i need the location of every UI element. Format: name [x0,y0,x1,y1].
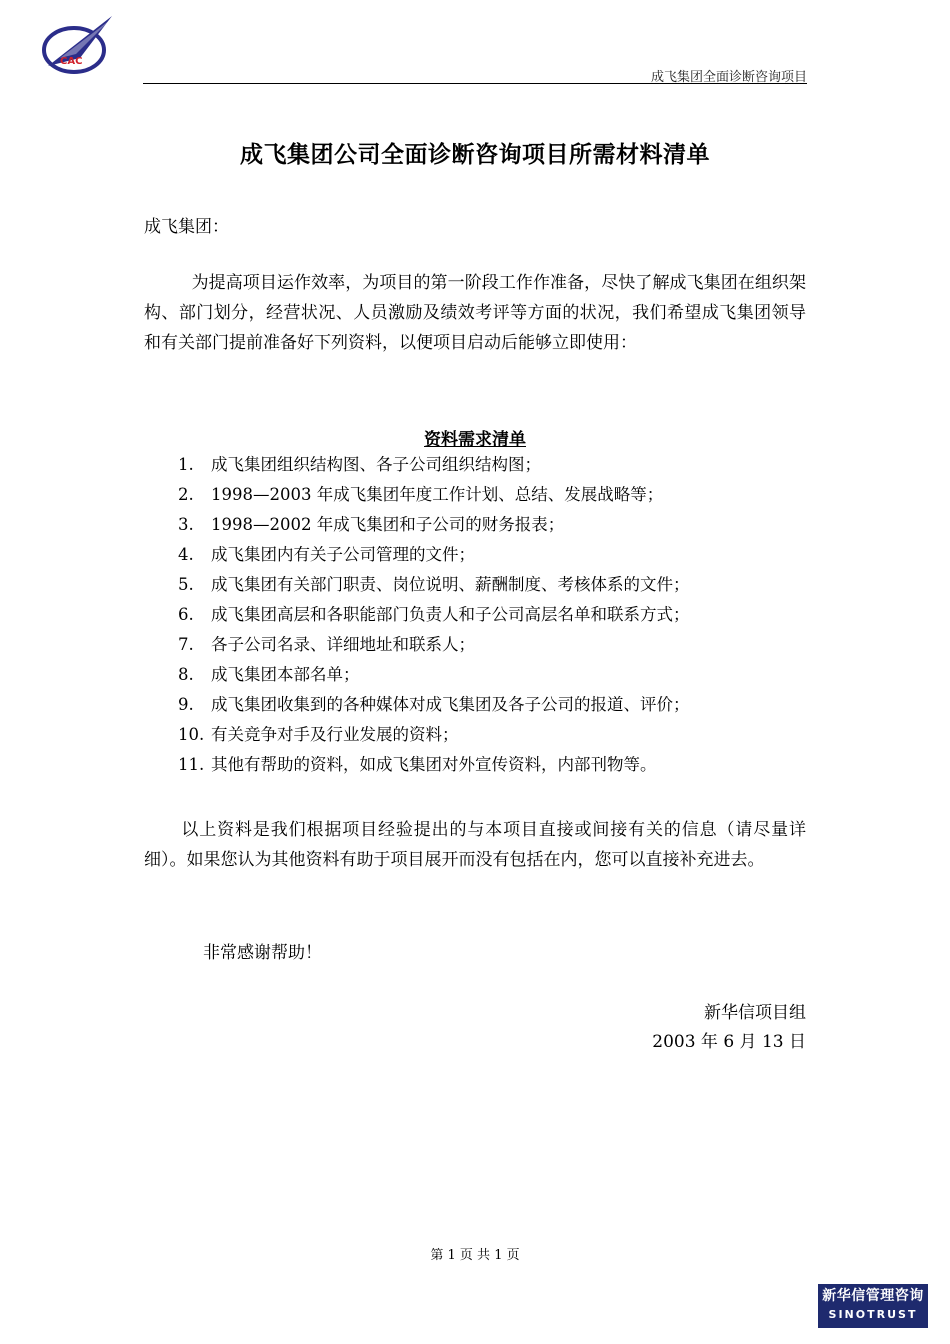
list-item [178,600,690,630]
date: 2003 年 6 月 13 日 [652,1032,806,1052]
list-item-number: 6. [178,605,194,624]
list-item-text: 成飞集团高层和各职能部门负责人和子公司高层名单和联系方式； [211,605,690,624]
materials-list [178,450,690,780]
list-item [178,630,690,660]
list-item-text: 成飞集团内有关子公司管理的文件； [211,545,475,564]
logo-text: CAC [60,56,83,67]
list-item-number: 2. [178,485,194,504]
list-item [178,480,690,510]
running-header: 成飞集团全面诊断咨询项目 [650,70,807,85]
brand-name-en: SINOTRUST [828,1308,918,1321]
list-item-number: 3. [178,515,194,534]
list-item [178,720,690,750]
page-footer: 第 1 页 共 1 页 [430,1248,520,1263]
list-item-text: 1998—2002 年成飞集团和子公司的财务报表； [211,515,565,534]
list-item-text: 成飞集团收集到的各种媒体对成飞集团及各子公司的报道、评价； [211,695,690,714]
list-title: 资料需求清单 [424,430,526,450]
list-item [178,660,690,690]
list-item [178,570,690,600]
list-item-number: 9. [178,695,194,714]
list-item-number: 8. [178,665,194,684]
thanks-line: 非常感谢帮助！ [203,943,322,963]
list-item [178,540,690,570]
salutation: 成飞集团： [144,217,229,237]
list-item-text: 1998—2003 年成飞集团年度工作计划、总结、发展战略等； [211,485,664,504]
list-item-text: 各子公司名录、详细地址和联系人； [211,635,475,654]
intro-paragraph: 为提高项目运作效率，为项目的第一阶段工作作准备，尽快了解成飞集团在组织架构、部门划分，经营状况、人员激励及绩效考评等方面的状况，我们希望成飞集团领导和有关部门提前准备好下列资料，以便项目启动后能够立即使用： [144,273,806,353]
list-item-text: 成飞集团本部名单； [211,665,360,684]
list-item-number: 11. [178,755,205,774]
closing-paragraph: 以上资料是我们根据项目经验提出的与本项目直接或间接有关的信息（请尽量详细）。如果您认为其他资料有助于项目展开而没有包括在内，您可以直接补充进去。 [144,820,806,870]
list-item-number: 5. [178,575,194,594]
list-item [178,750,690,780]
document-title: 成飞集团公司全面诊断咨询项目所需材料清单 [240,141,710,168]
list-item-number: 10. [178,725,205,744]
list-item-text: 成飞集团有关部门职责、岗位说明、薪酬制度、考核体系的文件； [211,575,690,594]
sinotrust-logo [818,1284,928,1328]
list-item [178,510,690,540]
list-item-text: 其他有帮助的资料，如成飞集团对外宣传资料，内部刊物等。 [211,755,657,774]
cac-logo [40,14,116,78]
list-item-number: 1. [178,455,194,474]
list-item-number: 4. [178,545,194,564]
signature: 新华信项目组 [704,1003,806,1023]
list-item [178,450,690,480]
list-item-number: 7. [178,635,194,654]
header-divider [143,83,807,84]
list-item [178,690,690,720]
list-item-text: 成飞集团组织结构图、各子公司组织结构图； [211,455,541,474]
list-item-text: 有关竞争对手及行业发展的资料； [211,725,459,744]
brand-name-cn: 新华信管理咨询 [822,1288,924,1304]
